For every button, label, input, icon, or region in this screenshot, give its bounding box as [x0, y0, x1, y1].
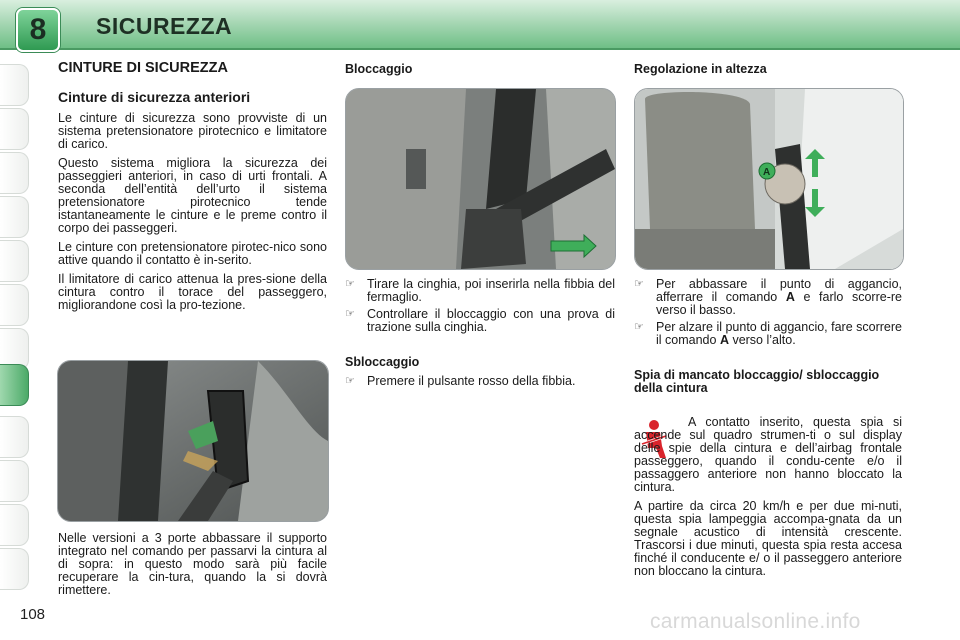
chapter-title: SICUREZZA: [96, 13, 233, 39]
watermark-footer: carmanualsonline.info: [650, 610, 861, 633]
chapter-tab-10[interactable]: [0, 460, 29, 502]
bullet-item: [634, 321, 902, 347]
chapter-tab-9[interactable]: [0, 416, 29, 458]
header-divider: [0, 48, 960, 50]
column-seatbelts: [58, 62, 327, 312]
unlock-title: Sbloccaggio: [345, 355, 420, 369]
lock-instructions: [345, 278, 615, 388]
column-height: [634, 63, 904, 76]
pointing-hand-icon: ☞: [345, 375, 355, 387]
label-a: A: [763, 167, 771, 178]
pointing-hand-icon: ☞: [345, 308, 355, 320]
bullet-text: Controllare il bloccaggio con una prova di trazione sulla cinghia.: [367, 307, 615, 334]
bullet-text: Per alzare il punto di aggancio, fare scorrere il comando A verso l’alto.: [656, 320, 902, 347]
chapter-tab-8-active[interactable]: [0, 364, 29, 406]
chapter-tab-4[interactable]: [0, 196, 29, 238]
bullet-text: Premere il pulsante rosso della fibbia.: [367, 374, 576, 388]
page-number: 108: [20, 606, 46, 623]
pointing-hand-icon: ☞: [634, 321, 644, 333]
chapter-tab-6[interactable]: [0, 284, 29, 326]
pointing-hand-icon: ☞: [634, 278, 644, 290]
paragraph: Le cinture di sicurezza sono provviste di un sistema pretensionatore pirotecnico e limitatore di carico.: [58, 111, 327, 151]
subtitle-front-seatbelts: Cinture di sicurezza anteriori: [58, 89, 251, 105]
chapter-tab-3[interactable]: [0, 152, 29, 194]
height-adjust-photo: [634, 88, 904, 270]
chapter-number-badge: 8: [16, 8, 60, 52]
paragraph: Questo sistema migliora la sicurezza dei passeggieri anteriori, in caso di urti frontali. A seconda dell’entità dell’urto il sistema pretensionatore pirotecnico tende istantaneamente le cinture e le preme contro il corpo dei passeggeri.: [58, 156, 327, 235]
chapter-tab-2[interactable]: [0, 108, 29, 150]
seatbelt-buckle-photo: [345, 88, 616, 270]
chapter-tabs: [0, 64, 32, 584]
height-instructions: [634, 278, 902, 395]
warning-lamp-title: Spia di mancato bloccaggio/ sbloccaggio della cintura: [634, 368, 880, 395]
bullet-item: [345, 375, 615, 388]
chapter-tab-1[interactable]: [0, 64, 29, 106]
caption-3-door: [58, 532, 327, 597]
bullet-item: [345, 278, 615, 304]
paragraph: A contatto inserito, questa spia si accende sul quadro strumen-ti o sul display delle spie della cintura e dell’airbag frontale passeggero, quando il condu-cente e/o il passaggero anteriore non hanno bloccato la cintura.: [634, 415, 902, 494]
bullet-text: Per abbassare il punto di aggancio, afferrare il comando A e farlo scorre-re verso il basso.: [656, 277, 902, 317]
seatbelt-height-adjuster-photo: [57, 360, 329, 522]
chapter-tab-11[interactable]: [0, 504, 29, 546]
section-title: CINTURE DI SICUREZZA: [58, 60, 228, 76]
paragraph: Le cinture con pretensionatore pirotec-nico sono attive quando il contatto è in-serito.: [58, 240, 327, 267]
chapter-tab-12[interactable]: [0, 548, 29, 590]
bullet-item: [345, 308, 615, 334]
lock-title: Bloccaggio: [345, 62, 413, 76]
height-title: Regolazione in altezza: [634, 62, 767, 76]
caption-text: Nelle versioni a 3 porte abbassare il supporto integrato nel comando per passarvi la cintura al di sopra: in questo modo sarà più facile recuperare la cin-tura, quando la si dovrà rimettere.: [58, 531, 327, 597]
warning-lamp-text: [634, 416, 902, 578]
paragraph: Il limitatore di carico attenua la pres-sione della cintura contro il torace del passeggero, migliorandone così la pro-tezione.: [58, 272, 327, 312]
column-lock: [345, 63, 615, 76]
chapter-tab-5[interactable]: [0, 240, 29, 282]
bullet-item: [634, 278, 902, 317]
bullet-text: Tirare la cinghia, poi inserirla nella fibbia del fermaglio.: [367, 277, 615, 304]
pointing-hand-icon: ☞: [345, 278, 355, 290]
paragraph: A partire da circa 20 km/h e per due mi-nuti, questa spia lampeggia accompa-gnata da un segnale acustico di intensità crescente. Trascorsi i due minuti, questa spia resta accesa finché il conducente e/ o il passeggero anteriore non bloccano la cintura.: [634, 499, 902, 578]
